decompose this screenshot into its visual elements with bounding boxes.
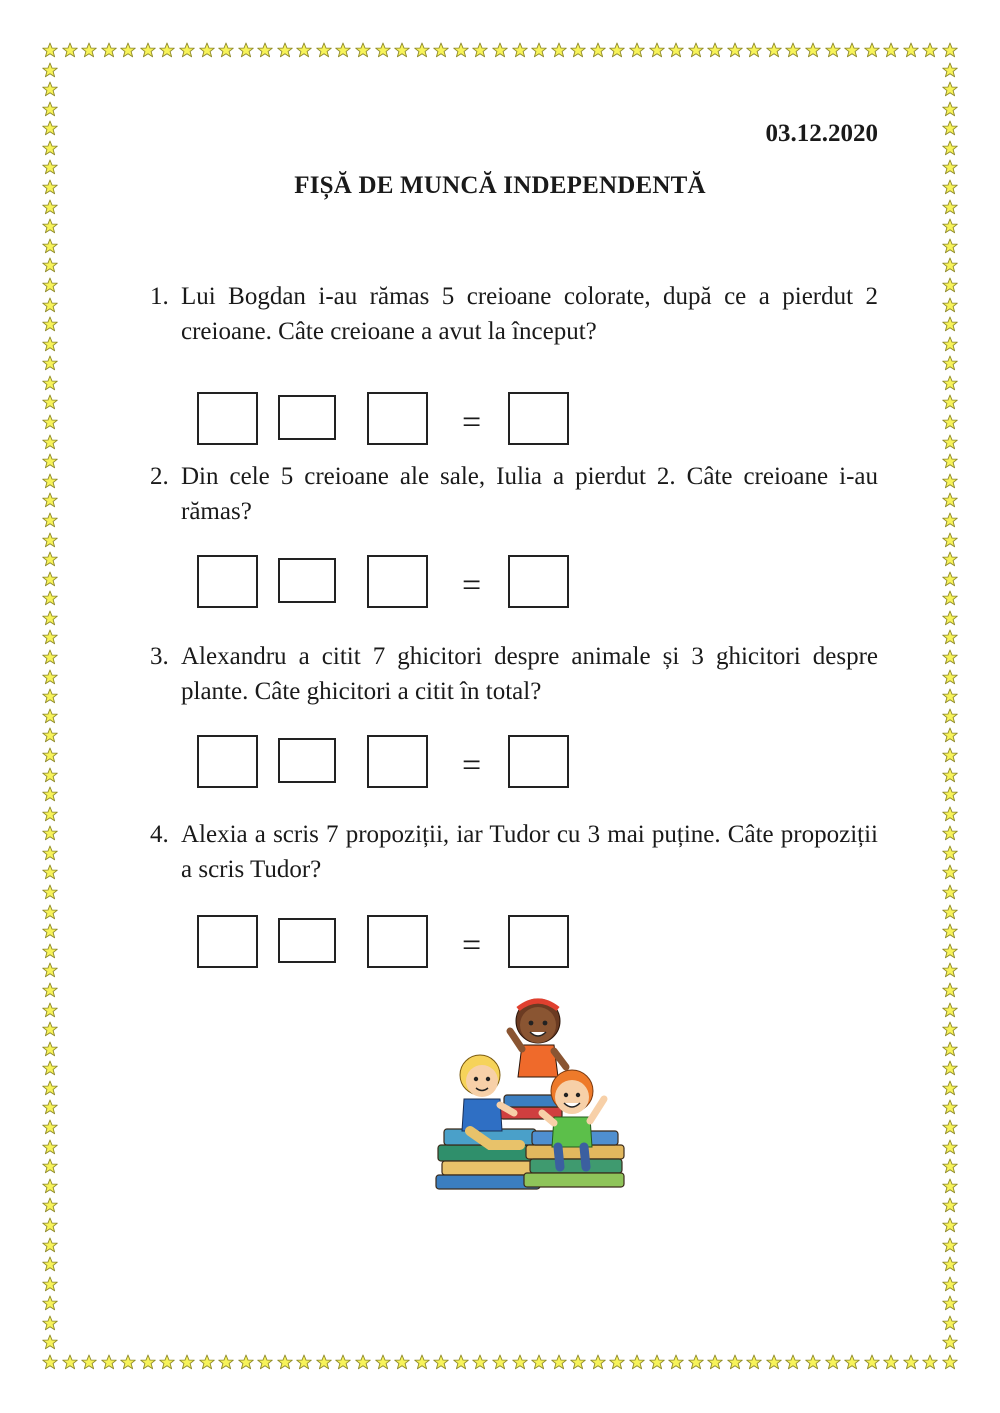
problem-text: Din cele 5 creioane ale sale, Iulia a pierdut 2. Câte creioane i-au rămas? <box>181 463 878 525</box>
answer-box[interactable] <box>197 392 258 445</box>
star-icon <box>453 1354 469 1370</box>
star-icon <box>81 42 97 58</box>
star-icon <box>42 336 58 352</box>
star-icon <box>942 120 958 136</box>
problem-text: Lui Bogdan i-au rămas 5 creioane colorate, după ce a pierdut 2 creioane. Câte creioane a avut la început? <box>181 283 878 345</box>
star-icon <box>42 512 58 528</box>
star-icon <box>883 1354 899 1370</box>
star-icon <box>42 649 58 665</box>
star-icon <box>42 492 58 508</box>
star-icon <box>42 316 58 332</box>
star-icon <box>120 1354 136 1370</box>
star-icon <box>942 42 958 58</box>
star-icon <box>942 1334 958 1350</box>
star-icon <box>707 1354 723 1370</box>
equation-row-4 <box>0 913 1000 973</box>
star-icon <box>942 1276 958 1292</box>
star-icon <box>942 1354 958 1370</box>
star-icon <box>42 884 58 900</box>
star-icon <box>629 42 645 58</box>
star-icon <box>414 42 430 58</box>
star-icon <box>942 1119 958 1135</box>
star-icon <box>844 1354 860 1370</box>
star-icon <box>375 1354 391 1370</box>
star-icon <box>805 1354 821 1370</box>
star-icon <box>942 81 958 97</box>
star-icon <box>942 375 958 391</box>
answer-box[interactable] <box>367 555 428 608</box>
children-on-books-illustration <box>430 995 640 1195</box>
answer-box[interactable] <box>367 915 428 968</box>
operator-box[interactable] <box>278 558 336 603</box>
star-icon <box>179 42 195 58</box>
star-icon <box>394 42 410 58</box>
star-icon <box>864 42 880 58</box>
star-icon <box>101 42 117 58</box>
star-icon <box>649 42 665 58</box>
star-icon <box>942 649 958 665</box>
star-icon <box>512 1354 528 1370</box>
star-icon <box>942 492 958 508</box>
star-icon <box>688 1354 704 1370</box>
star-icon <box>942 277 958 293</box>
star-icon <box>942 825 958 841</box>
star-icon <box>42 375 58 391</box>
star-icon <box>179 1354 195 1370</box>
equals-sign: = <box>462 404 482 441</box>
star-icon <box>785 42 801 58</box>
star-icon <box>707 42 723 58</box>
star-icon <box>942 453 958 469</box>
star-icon <box>746 1354 762 1370</box>
star-icon <box>277 42 293 58</box>
star-icon <box>942 512 958 528</box>
star-icon <box>942 218 958 234</box>
star-icon <box>296 42 312 58</box>
star-icon <box>942 473 958 489</box>
answer-box[interactable] <box>367 735 428 788</box>
star-icon <box>42 708 58 724</box>
star-icon <box>942 1295 958 1311</box>
star-icon <box>120 42 136 58</box>
problem-number: 2. <box>150 463 169 490</box>
star-icon <box>335 42 351 58</box>
star-icon <box>42 62 58 78</box>
star-icon <box>942 355 958 371</box>
star-icon <box>551 42 567 58</box>
star-icon <box>942 1002 958 1018</box>
star-icon <box>942 140 958 156</box>
star-icon <box>42 1139 58 1155</box>
star-icon <box>159 42 175 58</box>
star-icon <box>609 1354 625 1370</box>
star-icon <box>433 1354 449 1370</box>
star-icon <box>942 629 958 645</box>
star-icon <box>942 336 958 352</box>
equation-row-2 <box>0 553 1000 613</box>
star-icon <box>942 1060 958 1076</box>
star-icon <box>844 42 860 58</box>
star-icon <box>218 1354 234 1370</box>
star-icon <box>42 825 58 841</box>
star-icon <box>942 1080 958 1096</box>
page-title: FIȘĂ DE MUNCĂ INDEPENDENTĂ <box>294 172 706 199</box>
operator-box[interactable] <box>278 395 336 440</box>
equals-sign: = <box>462 567 482 604</box>
star-icon <box>42 1276 58 1292</box>
star-icon <box>746 42 762 58</box>
star-icon <box>42 297 58 313</box>
star-icon <box>42 1060 58 1076</box>
star-icon <box>629 1354 645 1370</box>
star-icon <box>42 42 58 58</box>
star-icon <box>42 199 58 215</box>
star-icon <box>296 1354 312 1370</box>
equals-sign: = <box>462 927 482 964</box>
star-icon <box>42 1354 58 1370</box>
star-icon <box>81 1354 97 1370</box>
star-icon <box>531 42 547 58</box>
star-icon <box>42 1295 58 1311</box>
star-icon <box>942 1021 958 1037</box>
star-icon <box>42 532 58 548</box>
star-icon <box>42 1119 58 1135</box>
problem-text: Alexandru a citit 7 ghicitori despre animale și 3 ghicitori despre plante. Câte ghicitori a citit în total? <box>181 643 878 705</box>
star-icon <box>238 42 254 58</box>
star-icon <box>42 473 58 489</box>
star-icon <box>942 316 958 332</box>
star-icon <box>942 845 958 861</box>
answer-box[interactable] <box>197 735 258 788</box>
star-icon <box>825 42 841 58</box>
star-icon <box>942 864 958 880</box>
star-icon <box>883 42 899 58</box>
star-icon <box>688 42 704 58</box>
star-icon <box>942 1099 958 1115</box>
star-icon <box>942 257 958 273</box>
star-icon <box>42 257 58 273</box>
star-icon <box>62 1354 78 1370</box>
star-icon <box>42 1002 58 1018</box>
star-icon <box>42 806 58 822</box>
result-box[interactable] <box>508 915 569 968</box>
equals-sign: = <box>462 747 482 784</box>
star-icon <box>727 42 743 58</box>
operator-box[interactable] <box>278 738 336 783</box>
problem-number: 3. <box>150 643 169 670</box>
star-icon <box>805 42 821 58</box>
star-icon <box>42 453 58 469</box>
star-icon <box>942 1139 958 1155</box>
star-icon <box>199 1354 215 1370</box>
answer-box[interactable] <box>197 555 258 608</box>
star-icon <box>668 1354 684 1370</box>
star-icon <box>864 1354 880 1370</box>
star-icon <box>277 1354 293 1370</box>
star-icon <box>942 62 958 78</box>
problem-2 <box>150 459 878 529</box>
star-icon <box>727 1354 743 1370</box>
problem-number: 4. <box>150 821 169 848</box>
star-icon <box>942 532 958 548</box>
star-icon <box>199 42 215 58</box>
star-icon <box>942 1158 958 1174</box>
star-icon <box>375 42 391 58</box>
star-icon <box>590 1354 606 1370</box>
star-icon <box>825 1354 841 1370</box>
problem-text: Alexia a scris 7 propoziții, iar Tudor cu 3 mai puține. Câte propoziții a scris Tudor? <box>181 821 878 883</box>
star-icon <box>433 42 449 58</box>
star-icon <box>942 708 958 724</box>
star-icon <box>942 1315 958 1331</box>
star-icon <box>942 688 958 704</box>
star-icon <box>42 1197 58 1213</box>
star-icon <box>42 1041 58 1057</box>
star-icon <box>42 1021 58 1037</box>
star-icon <box>335 1354 351 1370</box>
star-icon <box>668 42 684 58</box>
star-icon <box>42 845 58 861</box>
star-icon <box>42 982 58 998</box>
star-icon <box>42 864 58 880</box>
star-icon <box>609 42 625 58</box>
problem-3 <box>150 639 878 709</box>
star-icon <box>42 101 58 117</box>
star-icon <box>42 688 58 704</box>
star-icon <box>942 238 958 254</box>
star-icon <box>42 1158 58 1174</box>
star-icon <box>942 1178 958 1194</box>
star-icon <box>42 1178 58 1194</box>
star-icon <box>942 1256 958 1272</box>
star-icon <box>218 42 234 58</box>
star-icon <box>942 1237 958 1253</box>
star-icon <box>42 629 58 645</box>
star-icon <box>942 297 958 313</box>
star-icon <box>942 982 958 998</box>
star-icon <box>472 1354 488 1370</box>
star-icon <box>590 42 606 58</box>
star-icon <box>355 1354 371 1370</box>
star-icon <box>570 1354 586 1370</box>
date: 03.12.2020 <box>765 120 878 147</box>
star-icon <box>414 1354 430 1370</box>
equation-row-3 <box>0 733 1000 793</box>
star-icon <box>257 1354 273 1370</box>
star-icon <box>42 120 58 136</box>
star-icon <box>942 884 958 900</box>
star-icon <box>453 42 469 58</box>
star-icon <box>649 1354 665 1370</box>
star-icon <box>42 1080 58 1096</box>
star-icon <box>903 1354 919 1370</box>
star-icon <box>159 1354 175 1370</box>
star-icon <box>766 1354 782 1370</box>
star-icon <box>492 42 508 58</box>
star-icon <box>531 1354 547 1370</box>
star-icon <box>257 42 273 58</box>
star-icon <box>42 1237 58 1253</box>
star-icon <box>140 1354 156 1370</box>
star-icon <box>42 1334 58 1350</box>
star-icon <box>512 42 528 58</box>
star-icon <box>942 101 958 117</box>
star-icon <box>42 218 58 234</box>
star-icon <box>903 42 919 58</box>
star-icon <box>42 669 58 685</box>
star-icon <box>42 140 58 156</box>
star-icon <box>355 42 371 58</box>
star-icon <box>472 42 488 58</box>
star-icon <box>942 1197 958 1213</box>
star-icon <box>42 277 58 293</box>
operator-box[interactable] <box>278 918 336 963</box>
result-box[interactable] <box>508 555 569 608</box>
result-box[interactable] <box>508 392 569 445</box>
star-icon <box>42 1315 58 1331</box>
result-box[interactable] <box>508 735 569 788</box>
star-icon <box>101 1354 117 1370</box>
answer-box[interactable] <box>197 915 258 968</box>
answer-box[interactable] <box>367 392 428 445</box>
star-icon <box>942 1217 958 1233</box>
star-icon <box>316 1354 332 1370</box>
star-icon <box>140 42 156 58</box>
star-icon <box>42 355 58 371</box>
star-icon <box>316 42 332 58</box>
star-icon <box>942 199 958 215</box>
star-icon <box>42 1099 58 1115</box>
problem-1 <box>150 279 878 349</box>
star-icon <box>766 42 782 58</box>
star-icon <box>62 42 78 58</box>
star-icon <box>570 42 586 58</box>
problem-number: 1. <box>150 283 169 310</box>
star-icon <box>238 1354 254 1370</box>
star-icon <box>394 1354 410 1370</box>
star-icon <box>551 1354 567 1370</box>
star-icon <box>492 1354 508 1370</box>
star-icon <box>922 42 938 58</box>
star-icon <box>42 81 58 97</box>
star-icon <box>942 806 958 822</box>
star-icon <box>942 1041 958 1057</box>
star-icon <box>942 669 958 685</box>
star-icon <box>922 1354 938 1370</box>
equation-row-1 <box>0 390 1000 450</box>
problem-4 <box>150 817 878 887</box>
star-icon <box>42 1256 58 1272</box>
star-icon <box>785 1354 801 1370</box>
star-icon <box>42 238 58 254</box>
star-icon <box>42 1217 58 1233</box>
